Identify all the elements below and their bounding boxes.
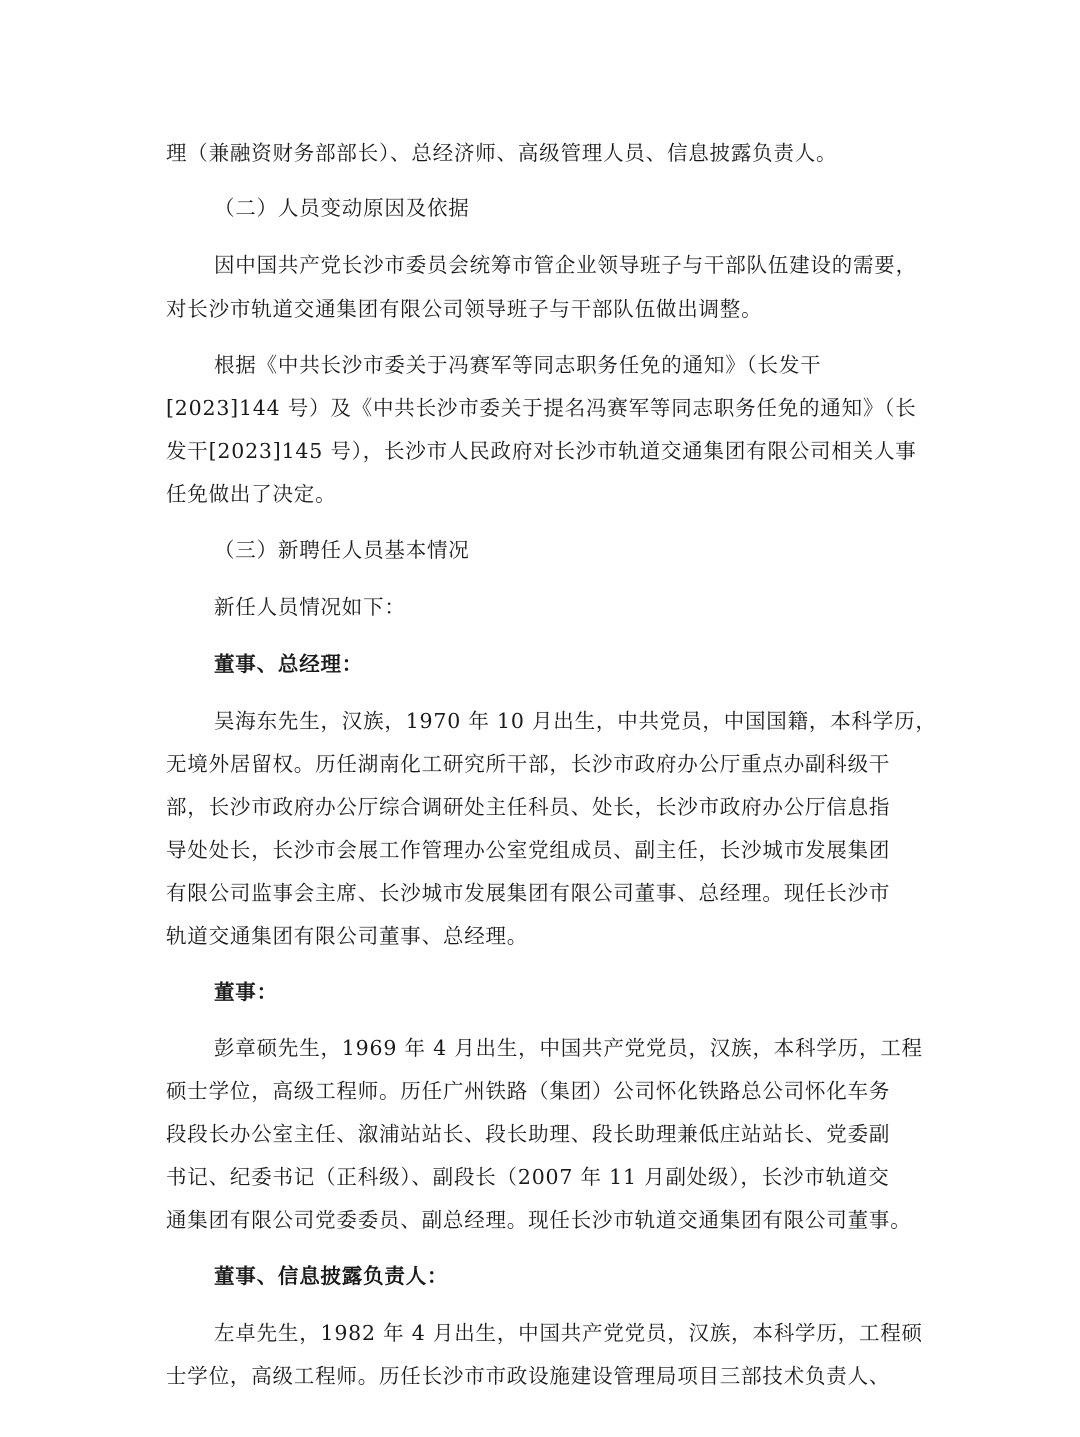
paragraph-line: 无境外居留权。历任湖南化工研究所干部，长沙市政府办公厅重点办副科级干 <box>166 752 891 776</box>
paragraph-line: 左卓先生，1982 年 4 月出生，中国共产党党员，汉族，本科学历，工程硕 <box>214 1321 923 1345</box>
paragraph-line: 发干[2023]145 号），长沙市人民政府对长沙市轨道交通集团有限公司相关人事 <box>166 439 917 463</box>
role-heading: 董事、信息披露负责人： <box>214 1264 449 1288</box>
section-heading: （三）新聘任人员基本情况 <box>214 538 470 562</box>
paragraph-line: 段段长办公室主任、溆浦站站长、段长助理、段长助理兼低庄站站长、党委副 <box>166 1122 891 1146</box>
paragraph-line: 书记、纪委书记（正科级）、副段长（2007 年 11 月副处级），长沙市轨道交 <box>166 1165 890 1189</box>
paragraph-line: 有限公司监事会主席、长沙城市发展集团有限公司董事、总经理。现任长沙市 <box>166 881 891 905</box>
paragraph-line: 导处处长，长沙市会展工作管理办公室党组成员、副主任，长沙城市发展集团 <box>166 838 891 862</box>
paragraph-line: 吴海东先生，汉族，1970 年 10 月出生，中共党员，中国国籍，本科学历， <box>214 709 937 733</box>
paragraph-line: 对长沙市轨道交通集团有限公司领导班子与干部队伍做出调整。 <box>166 297 763 321</box>
paragraph-line: 理（兼融资财务部部长）、总经济师、高级管理人员、信息披露负责人。 <box>166 141 838 165</box>
paragraph-line: 通集团有限公司党委委员、副总经理。现任长沙市轨道交通集团有限公司董事。 <box>166 1208 912 1232</box>
paragraph-line: 轨道交通集团有限公司董事、总经理。 <box>166 924 529 948</box>
paragraph-line: [2023]144 号）及《中共长沙市委关于提名冯赛军等同志职务任免的通知》（长 <box>166 396 917 420</box>
paragraph-line: 硕士学位，高级工程师。历任广州铁路（集团）公司怀化铁路总公司怀化车务 <box>166 1079 891 1103</box>
section-heading: （二）人员变动原因及依据 <box>214 196 470 220</box>
paragraph-line: 任免做出了决定。 <box>166 482 337 506</box>
paragraph-line: 士学位，高级工程师。历任长沙市市政设施建设管理局项目三部技术负责人、 <box>166 1364 891 1388</box>
role-heading: 董事： <box>214 980 278 1004</box>
paragraph-line: 彭章硕先生，1969 年 4 月出生，中国共产党党员，汉族，本科学历，工程 <box>214 1036 923 1060</box>
role-heading: 董事、总经理： <box>214 652 364 676</box>
paragraph-line: 新任人员情况如下： <box>214 595 406 619</box>
paragraph-line: 根据《中共长沙市委关于冯赛军等同志职务任免的通知》（长发干 <box>214 353 822 377</box>
paragraph-line: 部，长沙市政府办公厅综合调研处主任科员、处长，长沙市政府办公厅信息指 <box>166 795 891 819</box>
paragraph-line: 因中国共产党长沙市委员会统筹市管企业领导班子与干部队伍建设的需要， <box>214 253 917 277</box>
